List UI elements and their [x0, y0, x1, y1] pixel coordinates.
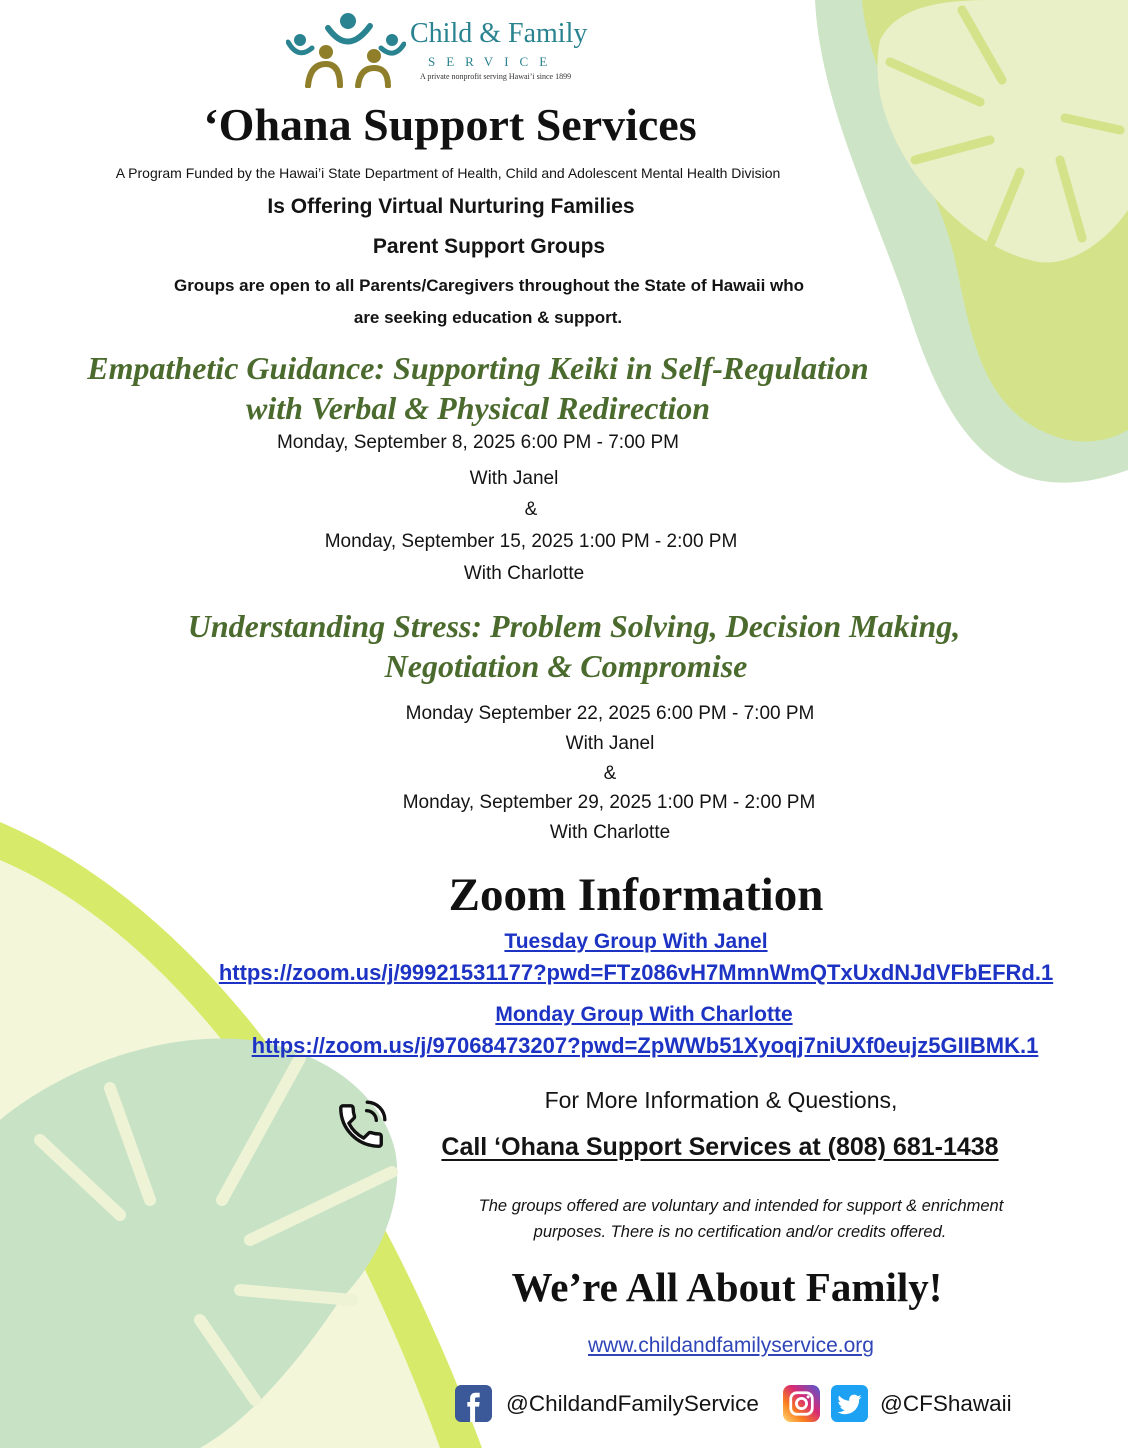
session-1-meeting-1-facilitator: With Janel — [469, 468, 559, 489]
session-1-title-line-2: with Verbal & Physical Redirection — [245, 390, 710, 426]
session-2-separator: & — [603, 763, 617, 784]
session-2-title-line-2: Negotiation & Compromise — [384, 648, 748, 684]
eligibility-line-2: are seeking education & support. — [353, 308, 623, 327]
session-1-title-line-1: Empathetic Guidance: Supporting Keiki in Self-Regulation — [87, 350, 869, 386]
eligibility-line-1: Groups are open to all Parents/Caregivers throughout the State of Hawaii who — [173, 276, 805, 295]
logo-tagline: A private nonprofit serving Hawai’i since 1899 — [420, 72, 572, 81]
zoom-link-2-label[interactable]: Monday Group With Charlotte — [495, 1003, 793, 1026]
offering-line-1: Is Offering Virtual Nurturing Families — [267, 195, 635, 218]
website-link[interactable]: www.childandfamilyservice.org — [588, 1334, 874, 1357]
session-2-title-line-1: Understanding Stress: Problem Solving, Decision Making, — [187, 608, 961, 644]
disclaimer-line-2: purposes. There is no certification and/or credits offered. — [533, 1223, 947, 1241]
session-2-meeting-1-facilitator: With Janel — [565, 733, 655, 754]
disclaimer-line-1: The groups offered are voluntary and intended for support & enrichment — [478, 1197, 1004, 1215]
logo-service: SERVICE — [428, 54, 559, 69]
call-phone-link[interactable]: Call ‘Ohana Support Services at (808) 681-1438 — [441, 1133, 999, 1161]
facebook-handle: @ChildandFamilyService — [506, 1391, 759, 1416]
facebook-icon — [455, 1385, 492, 1422]
session-2-meeting-2-datetime: Monday, September 29, 2025 1:00 PM - 2:00 PM — [402, 792, 816, 813]
session-1-meeting-2-datetime: Monday, September 15, 2025 1:00 PM - 2:00 PM — [324, 531, 738, 552]
logo-name: Child & Family — [410, 18, 588, 49]
zoom-link-1-url[interactable]: https://zoom.us/j/99921531177?pwd=FTz086vH7MmnWmQTxUxdNJdVFbEFRd.1 — [218, 960, 1054, 985]
session-1-meeting-1-datetime: Monday, September 8, 2025 6:00 PM - 7:00 PM — [276, 432, 680, 453]
twitter-instagram-handle: @CFShawaii — [880, 1391, 1012, 1416]
twitter-icon — [831, 1385, 868, 1422]
session-2-meeting-2-facilitator: With Charlotte — [549, 822, 671, 843]
zoom-link-1-label[interactable]: Tuesday Group With Janel — [504, 930, 768, 953]
offering-line-2: Parent Support Groups — [372, 235, 606, 258]
child-and-family-service-logo-icon — [286, 12, 406, 88]
instagram-icon — [783, 1385, 820, 1422]
page-title: ‘Ohana Support Services — [203, 99, 697, 150]
session-2-meeting-1-datetime: Monday September 22, 2025 6:00 PM - 7:00 PM — [405, 703, 815, 724]
tagline: We’re All About Family! — [511, 1264, 943, 1310]
contact-intro: For More Information & Questions, — [544, 1087, 898, 1113]
session-1-separator: & — [524, 499, 538, 520]
funding-statement: A Program Funded by the Hawai’i State Department of Health, Child and Adolescent Mental Health Division — [115, 165, 781, 181]
zoom-heading: Zoom Information — [448, 869, 824, 921]
zoom-link-2-url[interactable]: https://zoom.us/j/97068473207?pwd=ZpWWb51Xyoqj7niUXf0eujz5GIIBMK.1 — [251, 1033, 1039, 1058]
session-1-meeting-2-facilitator: With Charlotte — [463, 563, 585, 584]
